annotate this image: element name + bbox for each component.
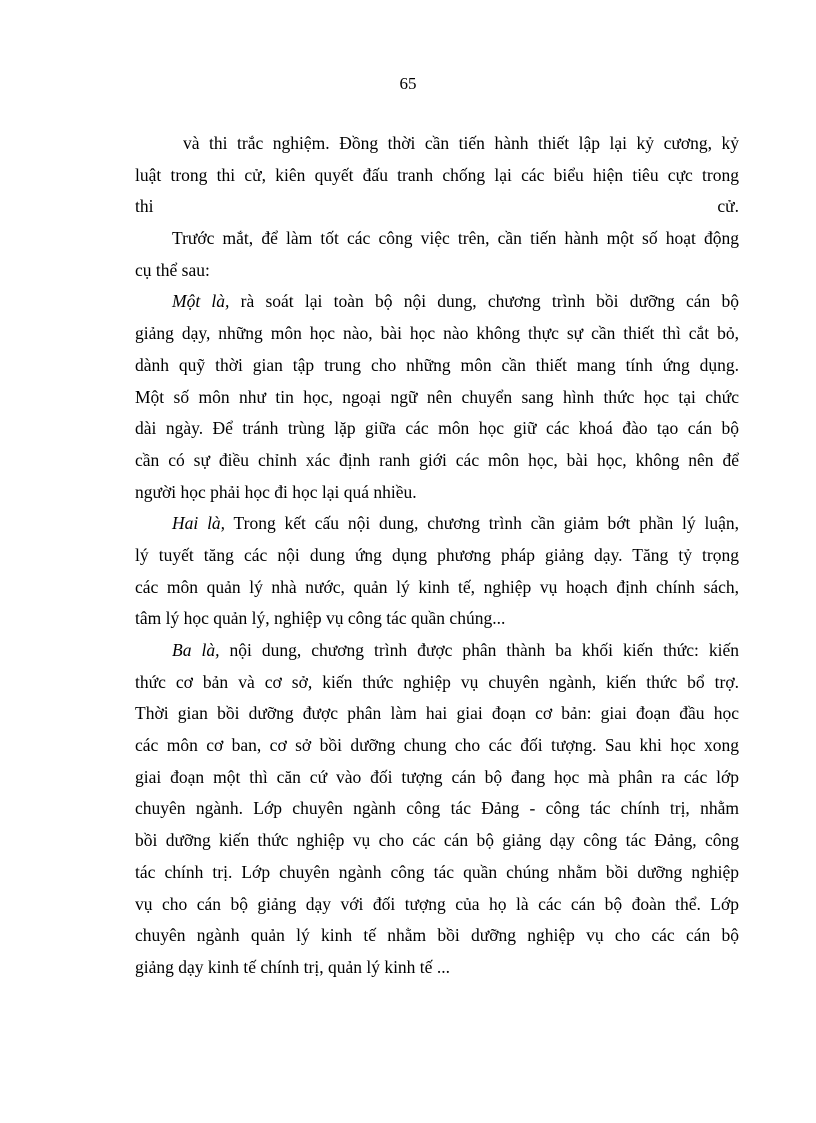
text-line (135, 160, 739, 192)
text-line-content: dài ngày. Để tránh trùng lặp giữa các môn học giữ các khoá đào tạo cán bộ (135, 418, 739, 439)
text-line-content: chuyên ngành. Lớp chuyên ngành công tác Đảng - công tác chính trị, nhằm (135, 798, 739, 819)
text-line-content: giai đoạn một thì căn cứ vào đối tượng cán bộ đang học mà phân ra các lớp (135, 766, 739, 787)
text-line-content: dành quỹ thời gian tập trung cho những môn cần thiết mang tính ứng dụng. (135, 354, 739, 375)
text-line (135, 920, 739, 952)
text-line-content: Trong kết cấu nội dung, chương trình cần giảm bớt phần lý luận, (225, 513, 739, 534)
text-line (135, 191, 739, 223)
text-line-content: Một số môn như tin học, ngoại ngữ nên chuyển sang hình thức học tại chức (135, 386, 739, 407)
text-line (135, 318, 739, 350)
page-number: 65 (399, 74, 417, 93)
text-line (135, 730, 739, 762)
text-line (135, 635, 739, 667)
text-line (135, 825, 739, 857)
text-line-content: Trước mắt, để làm tốt các công việc trên, cần tiến hành một số hoạt động (172, 228, 739, 249)
text-line (135, 128, 739, 160)
enumeration-label: Hai là, (172, 513, 226, 534)
text-line (135, 667, 739, 699)
text-line-content: cần có sự điều chỉnh xác định ranh giới các môn học, bài học, không nên để (135, 449, 739, 470)
text-line-content: luật trong thi cử, kiên quyết đấu tranh chống lại các biểu hiện tiêu cực trong (135, 164, 739, 185)
text-line (135, 413, 739, 445)
body-text (135, 128, 739, 984)
text-line (135, 857, 739, 889)
enumeration-label: Một là, (172, 291, 230, 312)
text-line-content: giảng dạy kinh tế chính trị, quản lý kinh tế ... (135, 956, 450, 977)
enumeration-label: Ba là, (172, 640, 220, 660)
text-line (135, 508, 739, 540)
text-line-content: và thi trắc nghiệm. Đồng thời cần tiến hành thiết lập lại kỷ cương, kỷ (183, 133, 739, 153)
text-line (135, 762, 739, 794)
text-line-content: tâm lý học quản lý, nghiệp vụ công tác quần chúng... (135, 608, 506, 629)
text-line (135, 350, 739, 382)
text-line (135, 445, 739, 477)
text-line (135, 603, 739, 635)
text-line (135, 477, 739, 509)
text-line-content: chuyên ngành quản lý kinh tế nhằm bồi dưỡng nghiệp vụ cho các cán bộ (135, 925, 739, 946)
text-line-content: Thời gian bồi dưỡng được phân làm hai giai đoạn cơ bản: giai đoạn đầu học (135, 703, 739, 724)
text-line-content: tác chính trị. Lớp chuyên ngành công tác quần chúng nhằm bồi dưỡng nghiệp (135, 861, 739, 882)
text-line-content: rà soát lại toàn bộ nội dung, chương trình bồi dưỡng cán bộ (229, 291, 739, 312)
text-line-content: giảng dạy, những môn học nào, bài học nào không thực sự cần thiết thì cắt bỏ, (135, 323, 739, 344)
text-line-content: người học phải học đi học lại quá nhiều. (135, 481, 417, 502)
text-line (135, 223, 739, 255)
text-line-content: cụ thể sau: (135, 259, 210, 280)
text-line-content: thức cơ bản và cơ sở, kiến thức nghiệp vụ chuyên ngành, kiến thức bổ trợ. (135, 671, 739, 692)
text-line-content: vụ cho cán bộ giảng dạy với đối tượng của họ là các cán bộ đoàn thể. Lớp (135, 893, 739, 914)
text-line-content: các môn quản lý nhà nước, quản lý kinh tế, nghiệp vụ hoạch định chính sách, (135, 576, 739, 597)
text-line-content: bồi dưỡng kiến thức nghiệp vụ cho các cán bộ giảng dạy công tác Đảng, công (135, 830, 739, 851)
text-line-content: lý tuyết tăng các nội dung ứng dụng phương pháp giảng dạy. Tăng tỷ trọng (135, 544, 739, 565)
text-line (135, 255, 739, 287)
text-line (135, 889, 739, 921)
text-line (135, 572, 739, 604)
text-line (135, 698, 739, 730)
text-line-content: nội dung, chương trình được phân thành ba khối kiến thức: kiến (219, 640, 739, 660)
text-line (135, 540, 739, 572)
text-line (135, 952, 739, 984)
text-line (135, 793, 739, 825)
text-line-content: các môn cơ ban, cơ sở bồi dưỡng chung cho các đối tượng. Sau khi học xong (135, 735, 739, 756)
text-line-content: thi cử. (135, 196, 739, 217)
text-line (135, 382, 739, 414)
text-line (135, 286, 739, 318)
